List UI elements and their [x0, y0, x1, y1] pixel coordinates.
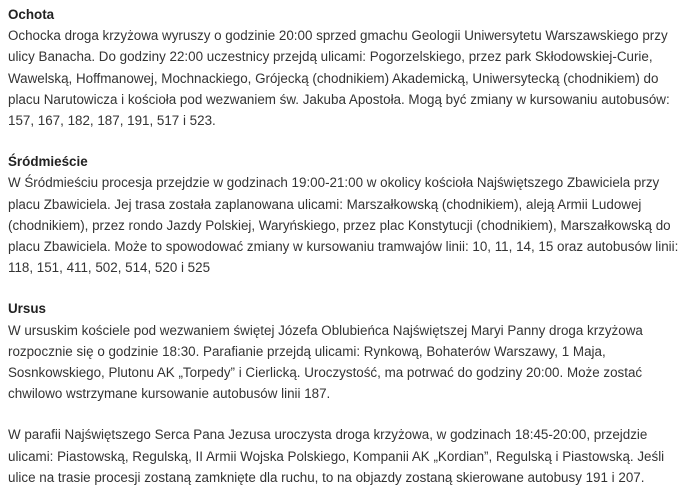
section-ursus	[8, 298, 690, 404]
paragraph-ursus-parish: W parafii Najświętszego Serca Pana Jezusa uroczysta droga krzyżowa, w godzinach 18:45-20:00, przejdzie ulicami: Piastowską, Regulską, II Armii Wojska Polskiego, Kompanii AK „Kordian”, Regulską i Piastowską. Jeśli ulice na trasie procesji zostaną zamknięte dla ruchu, to na objazdy zostaną skierowane autobusy 191 i 207.	[8, 427, 665, 485]
section-text-ursus: W ursuskim kościele pod wezwaniem świętej Józefa Oblubieńca Najświętszej Maryi Panny droga krzyżowa rozpocznie się o godzinie 18:30. Parafianie przejdą ulicami: Rynkową, Bohaterów Warszawy, 1 Maja, Sosnkowskiego, Plutonu AK „Torpedy” i Cierlicką. Uroczystość, ma potrwać do godziny 20:00. Może zostać chwilowo wstrzymane kursowanie autobusów linii 187.	[8, 322, 643, 402]
section-text-srodmiescie: W Śródmieściu procesja przejdzie w godzinach 19:00-21:00 w okolicy kościoła Najświętszego Zbawiciela przy placu Zbawiciela. Jej trasa została zaplanowana ulicami: Marszałkowską (chodnikiem), aleją Armii Ludowej (chodnikiem), przez rondo Jazdy Polskiej, Waryńskiego, przez plac Konstytucji (chodnikiem), Marszałkowską do placu Zbawiciela. Może to spowodować zmiany w kursowaniu tramwajów linii: 10, 11, 14, 15 oraz autobusów linii: 118, 151, 411, 502, 514, 520 i 525	[8, 175, 679, 276]
section-title-ochota: Ochota	[8, 7, 55, 22]
section-text-ochota: Ochocka droga krzyżowa wyruszy o godzinie 20:00 sprzed gmachu Geologii Uniwersytetu Warszawskiego przy ulicy Banacha. Do godziny 22:00 uczestnicy przejdą ulicami: Pogorzelskiego, przez park Skłodowskiej-Curie, Wawelską, Hoffmanowej, Mochnackiego, Grójecką (chodnikiem) Akademicką, Uniwersytecką (chodnikiem) do placu Narutowicza i kościoła pod wezwaniem św. Jakuba Apostoła. Mogą być zmiany w kursowaniu autobusów: 157, 167, 182, 187, 191, 517 i 523.	[8, 28, 670, 129]
section-ochota	[8, 4, 690, 131]
section-title-ursus: Ursus	[8, 301, 46, 317]
section-title-srodmiescie: Śródmieście	[8, 154, 88, 170]
section-srodmiescie	[8, 151, 690, 278]
